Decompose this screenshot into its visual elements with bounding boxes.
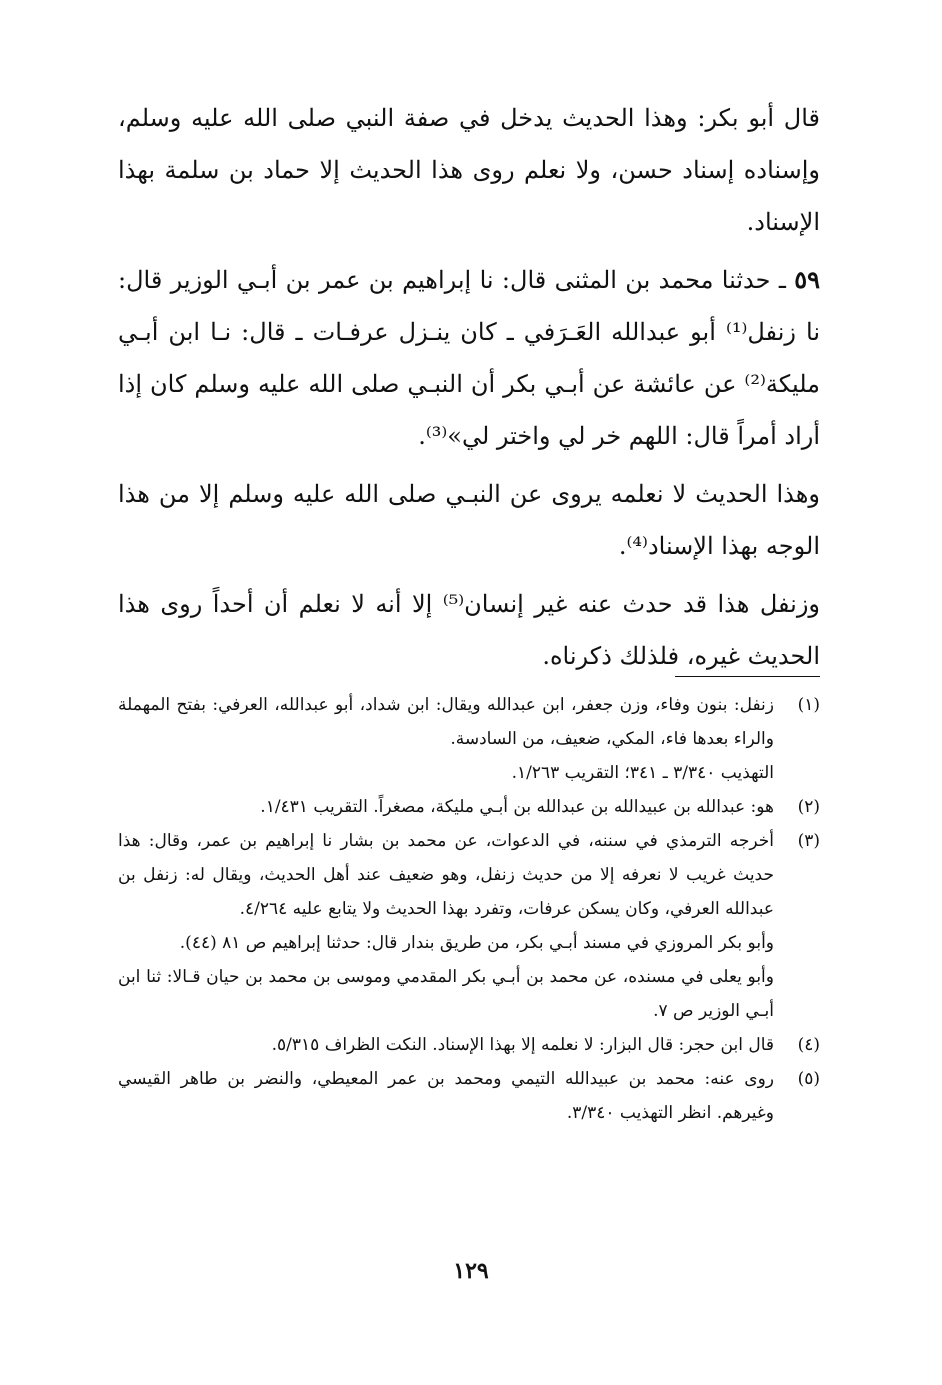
paragraph-text: قال أبو بكر: وهذا الحديث يدخل في صفة النبي صلى الله عليه وسلم، وإسناده إسناد حسن، ولا نعلم روى هذا الحديث إلا حماد بن سلمة بهذا الإسناد. xyxy=(118,104,820,236)
footnote-body xyxy=(118,688,774,790)
hadith-number: ٥٩ xyxy=(794,265,820,294)
footnote-body xyxy=(118,790,774,824)
footnote-body xyxy=(118,1062,774,1130)
footnote xyxy=(118,824,820,1028)
footnote xyxy=(118,688,820,790)
footnote-line: قال ابن حجر: قال البزار: لا نعلمه إلا بهذا الإسناد. النكت الظراف ٥/٣١٥. xyxy=(271,1035,774,1055)
footnote xyxy=(118,1028,820,1062)
footnote-line: روى عنه: محمد بن عبيدالله التيمي ومحمد بن عمر المعيطي، والنضر بن طاهر القيسي وغيرهم. انظر التهذيب ٣/٣٤٠. xyxy=(118,1069,774,1123)
page-number: ١٢٩ xyxy=(453,1258,489,1284)
footnote-label: (٣) xyxy=(797,831,820,851)
footnote xyxy=(118,1062,820,1130)
footnote-line: وأبو بكر المروزي في مسند أبـي بكر، من طريق بندار قال: حدثنا إبراهيم ص ٨١ (٤٤). xyxy=(179,933,774,953)
footnote-label: (٤) xyxy=(797,1035,820,1055)
paragraph xyxy=(118,254,820,462)
footnote xyxy=(118,790,820,824)
footnote-line: وأبو يعلى في مسنده، عن محمد بن أبـي بكر المقدمي وموسى بن محمد بن حيان قـالا: ثنا ابن أبـي الوزير ص ٧. xyxy=(118,967,774,1021)
main-text xyxy=(118,92,820,688)
paragraph-text: وزنفل هذا قد حدث عنه غير إنسان⁽⁵⁾ إلا أنه لا نعلم أن أحداً روى هذا الحديث غيره، فلذلك ذكرناه. xyxy=(118,590,821,670)
footnote-body xyxy=(118,1028,774,1062)
paragraph xyxy=(118,468,820,572)
footnote-body xyxy=(118,824,774,1028)
paragraph xyxy=(118,578,820,682)
footnote-line: التهذيب ٣/٣٤٠ ـ ٣٤١؛ التقريب ١/٢٦٣. xyxy=(511,763,774,783)
footnote-label: (٢) xyxy=(797,797,820,817)
paragraph xyxy=(118,92,820,248)
footnote-label: (١) xyxy=(797,695,820,715)
paragraph-text: وهذا الحديث لا نعلمه يروى عن النبـي صلى الله عليه وسلم إلا من هذا الوجه بهذا الإسناد⁽⁴⁾. xyxy=(118,480,820,560)
footnote-label: (٥) xyxy=(797,1069,820,1089)
footnote-line: هو: عبدالله بن عبيدالله بن عبدالله بن أبـي مليكة، مصغراً. التقريب ١/٤٣١. xyxy=(260,797,774,817)
footnote-separator xyxy=(675,676,820,677)
footnotes xyxy=(118,688,820,1130)
footnote-line: أخرجه الترمذي في سننه، في الدعوات، عن محمد بن بشار نا إبراهيم بن عمر، وقال: هذا حديث غريب لا نعرفه إلا من حديث زنفل، وهو ضعيف عند أهل الحديث، ويقال له: زنفل بن عبدالله العرفي، وكان يسكن عرفات، وتفرد بهذا الحديث ولا يتابع عليه ٤/٢٦٤. xyxy=(118,831,774,919)
footnote-line: زنفل: بنون وفاء، وزن جعفر، ابن عبدالله ويقال: ابن شداد، أبو عبدالله، العرفي: بفتح المهملة والراء بعدها فاء، المكي، ضعيف، من السادسة. xyxy=(118,695,774,749)
paragraph-text: ـ حدثنا محمد بن المثنى قال: نا إبراهيم بن عمر بن أبـي الوزير قال: نا زنفل⁽¹⁾ أبو عبدالله العَـرَفي ـ كان ينـزل عرفـات ـ قال: نـا ابن أبـي مليكة⁽²⁾ عن عائشة عن أبـي بكر أن النبـي صلى الله عليه وسلم كان إذا أراد أمراً قال: اللهم خر لي واختر لي»⁽³⁾. xyxy=(118,266,821,450)
